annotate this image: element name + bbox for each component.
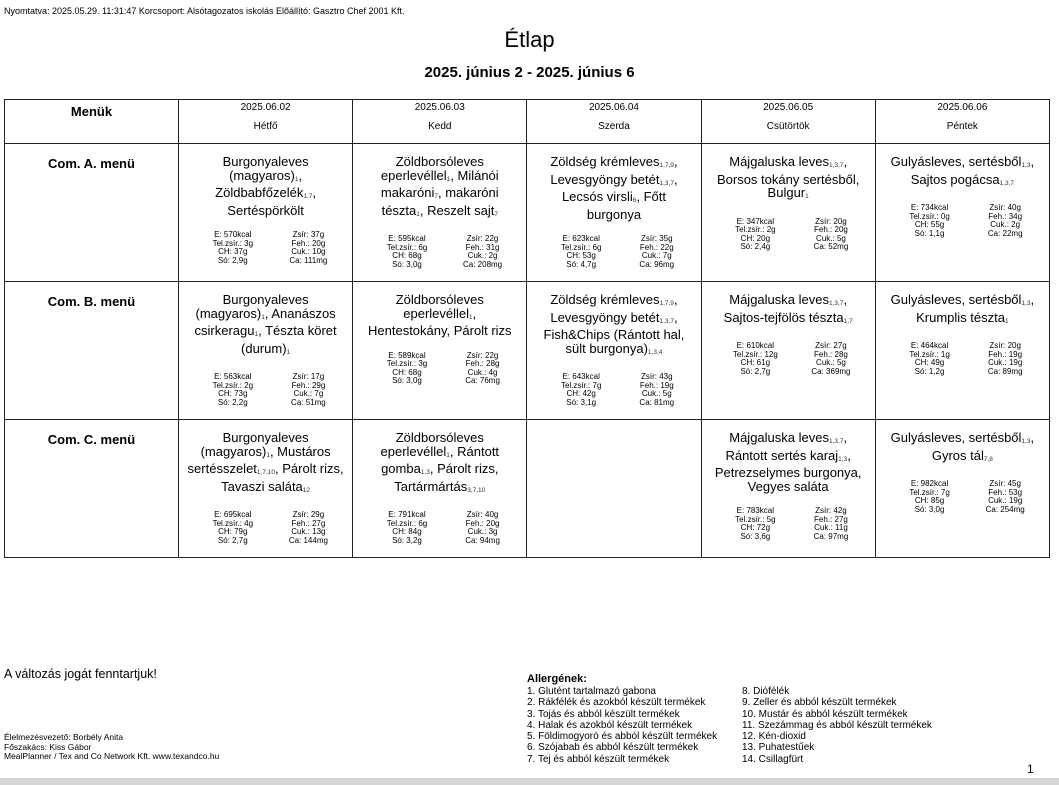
- nutrition-value: Zsír: 43g: [640, 372, 673, 381]
- nutrition-value: Feh.: 34g: [988, 211, 1023, 221]
- nutrition-value: Zsír: 29g: [292, 510, 325, 519]
- dish-name: , Rántott gomba: [381, 443, 500, 476]
- dish-name: Burgonyaleves (magyaros): [222, 154, 309, 183]
- nutrition-value: Feh.: 27g: [814, 514, 848, 524]
- day-header: [875, 100, 1049, 144]
- menu-cell: [179, 420, 353, 558]
- nutrition-value: CH: 49g: [914, 358, 945, 367]
- nutrition-value: E: 563kcal: [214, 372, 252, 381]
- nutrition-value: Ca: 52mg: [813, 242, 849, 251]
- nutrition-value: Cuk.: 13g: [291, 527, 326, 536]
- allergen-codes: 1,3,7: [659, 179, 674, 187]
- staff-line: MealPlanner / Tex and Co Network Kft. www.texandco.hu: [4, 751, 220, 761]
- dish-name: Gulyásleves, sertésből: [890, 292, 1022, 307]
- nutrition-value: Só: 3,0g: [914, 504, 945, 514]
- nutrition-value: E: 623kcal: [562, 234, 600, 243]
- menu-label: Com. B. menü: [5, 282, 179, 420]
- nutrition-value: Só: 3,2g: [392, 535, 422, 545]
- dish-name: , Hentestokány, Párolt rizs: [368, 305, 512, 338]
- nutrition-value: Feh.: 53g: [988, 487, 1023, 497]
- nutrition-value: Zsír: 20g: [989, 341, 1021, 350]
- nutrition-info: [876, 204, 1049, 238]
- nutrition-value: CH: 53g: [566, 251, 596, 260]
- nutrition-value: Só: 1,2g: [914, 366, 945, 376]
- nutrition-value: Feh.: 20g: [291, 238, 326, 248]
- dish-name: , Sajtos pogácsa: [910, 154, 1035, 187]
- allergen-title: Allergének:: [527, 673, 587, 685]
- nutrition-value: Só: 3,6g: [740, 531, 771, 541]
- nutrition-value: Cuk.: 19g: [988, 496, 1023, 505]
- allergen-codes: 1: [254, 331, 259, 338]
- dish-text: [702, 420, 875, 493]
- allergen-codes: 7: [434, 193, 438, 200]
- nutrition-value: E: 589kcal: [388, 350, 426, 360]
- nutrition-value: E: 570kcal: [214, 230, 252, 239]
- dish-text: [702, 144, 875, 204]
- nutrition-value: Cuk.: 2g: [467, 251, 498, 260]
- dish-text: [179, 282, 352, 359]
- menus-header: Menük: [5, 100, 179, 144]
- page-title: Étlap: [504, 27, 555, 52]
- day-date: 2025.06.04: [588, 102, 639, 113]
- day-header: [353, 100, 527, 144]
- nutrition-value: Ca: 76mg: [465, 376, 500, 385]
- nutrition-value: CH: 68g: [392, 367, 422, 377]
- nutrition-value: CH: 72g: [740, 523, 771, 532]
- nutrition-info: [702, 342, 875, 376]
- nutrition-value: Tel.zsír.: 7g: [560, 380, 602, 390]
- allergen-codes: 1: [446, 451, 450, 459]
- allergen-codes: 1,3,7: [828, 162, 844, 169]
- menu-cell: [179, 144, 353, 282]
- nutrition-value: Zsír: 40g: [466, 510, 499, 519]
- allergen-list-right: [742, 686, 932, 765]
- dish-text: [179, 144, 352, 217]
- allergen-item: 10. Mustár és abból készült termékek: [742, 708, 908, 720]
- nutrition-value: Ca: 51mg: [291, 397, 326, 407]
- day-name: Péntek: [946, 121, 978, 132]
- dish-name: , Borsos tokány sertésből, Bulgur: [716, 154, 860, 200]
- nutrition-value: Cuk.: 7g: [641, 251, 672, 260]
- allergen-codes: 1: [261, 313, 265, 321]
- allergen-codes: 1,3,7: [659, 317, 674, 325]
- menu-table: [4, 99, 1050, 558]
- nutrition-value: Só: 2,7g: [217, 535, 248, 545]
- nutrition-value: Ca: 208mg: [463, 259, 503, 269]
- print-info: Nyomtatva: 2025.05.29. 11:31:47 Korcsoport: Alsótagozatos iskolás Előállító: Gasztro Chef 2001 Kft.: [4, 6, 405, 16]
- allergen-codes: 1,7: [303, 193, 313, 200]
- nutrition-value: Ca: 97mg: [813, 531, 849, 541]
- nutrition-value: Feh.: 20g: [465, 518, 500, 528]
- nutrition-value: Ca: 94mg: [465, 535, 500, 545]
- nutrition-value: Só: 2,9g: [217, 255, 248, 265]
- day-name: Szerda: [598, 121, 630, 132]
- nutrition-value: Cuk.: 3g: [467, 527, 498, 536]
- nutrition-value: Zsír: 22g: [466, 350, 499, 360]
- nutrition-value: Ca: 81mg: [639, 397, 675, 407]
- nutrition-value: Feh.: 28g: [465, 359, 500, 368]
- menu-cell: [527, 420, 701, 558]
- nutrition-value: Tel.zsír.: 12g: [732, 349, 778, 359]
- staff-info: [4, 733, 219, 762]
- dish-name: , Sertéspörkölt: [227, 185, 317, 218]
- nutrition-info: [527, 373, 700, 407]
- dish-name: Zöldborsóleves eperlevéllel: [395, 292, 484, 321]
- dish-name: Burgonyaleves (magyaros): [200, 430, 309, 459]
- header-row: [5, 100, 1050, 144]
- dish-name: Zöldborsóleves eperlevéllel: [380, 430, 484, 459]
- dish-name: , Fish&Chips (Rántott hal, sült burgonya): [543, 309, 685, 356]
- nutrition-value: CH: 61g: [740, 358, 771, 367]
- nutrition-value: CH: 73g: [218, 389, 248, 398]
- nutrition-value: Cuk.: 5g: [641, 389, 672, 398]
- day-date: 2025.06.06: [937, 102, 988, 113]
- dish-name: , Lecsós virsli: [561, 171, 678, 204]
- day-name: Csütörtök: [766, 121, 810, 132]
- nutrition-value: Só: 3,1g: [566, 397, 597, 407]
- allergen-item: 6. Szójabab és abból készült termékek: [527, 742, 699, 754]
- allergen-item: 3. Tojás és abból készült termékek: [527, 708, 680, 720]
- nutrition-value: Cuk.: 10g: [291, 247, 326, 256]
- nutrition-value: Ca: 254mg: [985, 504, 1025, 514]
- nutrition-info: [353, 235, 526, 269]
- staff-line: Főszakács: Kiss Gábor: [4, 741, 92, 752]
- allergen-codes: 1,7,9: [659, 300, 674, 307]
- dish-text: [353, 144, 526, 221]
- allergen-codes: 1: [286, 348, 291, 356]
- dish-name: , Párolt rizs, Tartármártás: [394, 461, 499, 494]
- allergen-codes: 1: [805, 193, 809, 200]
- dish-text: [527, 282, 700, 359]
- dish-text: [876, 144, 1049, 190]
- nutrition-value: Feh.: 19g: [988, 349, 1023, 359]
- dish-name: , Főtt burgonya: [586, 189, 666, 222]
- nutrition-value: Zsír: 35g: [640, 234, 673, 243]
- allergen-codes: 1,3: [1021, 438, 1031, 445]
- menu-label: Com. A. menü: [5, 144, 179, 282]
- allergen-item: 4. Halak és azokból készült termékek: [527, 719, 693, 731]
- dish-text: [702, 282, 875, 328]
- nutrition-value: Só: 3,0g: [392, 376, 422, 385]
- allergen-item: 5. Földimogyoró és abból készült termékek: [527, 731, 718, 743]
- nutrition-value: CH: 42g: [566, 389, 596, 398]
- allergen-codes: 7: [494, 210, 498, 218]
- day-date: 2025.06.03: [414, 102, 465, 113]
- day-header: [527, 100, 701, 144]
- allergen-item: 7. Tej és abból készült termékek: [527, 753, 670, 765]
- nutrition-value: Só: 3,0g: [392, 259, 422, 269]
- nutrition-value: Feh.: 31g: [465, 242, 500, 252]
- nutrition-info: [179, 373, 352, 407]
- nutrition-value: Zsír: 20g: [815, 216, 847, 226]
- nutrition-value: Feh.: 29g: [291, 380, 326, 390]
- menu-cell: [701, 282, 875, 420]
- allergen-codes: 12: [302, 486, 311, 494]
- nutrition-info: [527, 235, 700, 269]
- nutrition-value: Zsír: 22g: [466, 234, 499, 243]
- dish-name: , Sajtos-tejfölös tészta: [723, 292, 848, 325]
- allergen-codes: 1,3,4: [647, 348, 663, 356]
- nutrition-value: Feh.: 22g: [639, 242, 674, 252]
- dish-name: Gulyásleves, sertésből: [890, 430, 1022, 445]
- staff-line: Élelmezésvezető: Borbély Anita: [4, 732, 124, 742]
- dish-name: , Ananászos csirkeragu: [194, 305, 336, 338]
- menu-label: Com. C. menü: [5, 420, 179, 558]
- menu-cell: [875, 282, 1049, 420]
- nutrition-value: Tel.zsír.: 4g: [212, 518, 254, 528]
- allergen-codes: 1: [1005, 317, 1009, 325]
- nutrition-value: Tel.zsír.: 5g: [735, 514, 776, 524]
- nutrition-value: Cuk.: 19g: [988, 358, 1023, 367]
- allergen-codes: 1,3: [420, 469, 430, 476]
- nutrition-value: Cuk.: 11g: [814, 523, 848, 532]
- dish-text: [527, 144, 700, 221]
- menu-row: [5, 144, 1050, 282]
- allergen-codes: 1,3: [1021, 162, 1031, 169]
- nutrition-value: Zsír: 17g: [292, 372, 325, 381]
- allergen-codes: 1,3,7: [828, 438, 844, 445]
- menu-cell: [527, 282, 701, 420]
- nutrition-info: [179, 511, 352, 545]
- allergen-item: 8. Diófélék: [742, 686, 790, 697]
- date-range: 2025. június 2 - 2025. június 6: [424, 64, 635, 81]
- nutrition-value: Cuk.: 5g: [816, 233, 846, 243]
- allergen-codes: 1: [294, 175, 299, 183]
- dish-text: [353, 420, 526, 497]
- nutrition-value: Tel.zsír.: 3g: [212, 238, 254, 248]
- allergen-codes: 6: [632, 197, 637, 204]
- menu-cell: [875, 420, 1049, 558]
- nutrition-value: Só: 2,2g: [217, 397, 248, 407]
- menu-cell: [179, 282, 353, 420]
- dish-name: Burgonyaleves (magyaros): [195, 292, 309, 321]
- nutrition-value: Tel.zsír.: 6g: [560, 242, 602, 252]
- menu-cell: [701, 144, 875, 282]
- bottom-scroll-area: [0, 778, 1059, 785]
- nutrition-info: [179, 231, 352, 265]
- day-name: Hétfő: [253, 121, 278, 132]
- day-name: Kedd: [428, 121, 452, 132]
- dish-name: Májgaluska leves: [729, 154, 829, 169]
- nutrition-value: CH: 84g: [392, 527, 422, 536]
- nutrition-value: E: 783kcal: [736, 506, 775, 515]
- nutrition-value: Tel.zsír.: 7g: [909, 487, 950, 497]
- menu-row: [5, 282, 1050, 420]
- nutrition-value: Cuk.: 7g: [293, 389, 324, 398]
- nutrition-info: [876, 480, 1049, 514]
- nutrition-value: CH: 85g: [914, 496, 945, 505]
- dish-name: , Gyros tál: [931, 430, 1035, 463]
- nutrition-value: E: 464kcal: [910, 341, 949, 350]
- nutrition-value: Cuk.: 5g: [816, 358, 846, 367]
- dish-name: Zöldség krémleves: [550, 292, 660, 307]
- dish-name: , Levesgyöngy betét: [550, 154, 678, 187]
- allergen-codes: 1,3: [1021, 300, 1031, 307]
- nutrition-value: CH: 37g: [218, 247, 248, 256]
- dish-text: [876, 420, 1049, 466]
- day-header: [179, 100, 353, 144]
- dish-text: [353, 282, 526, 338]
- allergen-list-left: [527, 686, 717, 765]
- nutrition-value: Feh.: 20g: [814, 225, 848, 234]
- page-number: 1: [1027, 762, 1034, 776]
- dish-name: Gulyásleves, sertésből: [890, 154, 1022, 169]
- nutrition-value: Feh.: 19g: [639, 380, 674, 390]
- nutrition-value: Só: 2,7g: [740, 366, 771, 376]
- nutrition-info: [702, 507, 875, 541]
- dish-name: , makaróni tészta: [381, 185, 499, 218]
- allergen-codes: 1: [469, 313, 473, 321]
- nutrition-value: E: 695kcal: [214, 510, 252, 519]
- nutrition-value: E: 643kcal: [562, 372, 600, 381]
- nutrition-value: Tel.zsír.: 6g: [386, 518, 428, 528]
- nutrition-value: Tel.zsír.: 2g: [212, 380, 254, 390]
- dish-name: Májgaluska leves: [729, 292, 829, 307]
- nutrition-value: Zsír: 45g: [989, 479, 1021, 488]
- nutrition-value: Tel.zsír.: 6g: [386, 242, 428, 252]
- nutrition-info: [876, 342, 1049, 376]
- allergen-item: 9. Zeller és abból készült termékek: [742, 697, 897, 709]
- day-date: 2025.06.02: [240, 102, 291, 113]
- allergen-codes: 1: [266, 451, 270, 459]
- nutrition-value: Tel.zsír.: 0g: [909, 211, 950, 221]
- nutrition-value: Ca: 369mg: [811, 366, 851, 376]
- allergen-codes: 7,8: [983, 455, 993, 463]
- nutrition-value: Zsír: 27g: [815, 341, 847, 350]
- dish-name: Zöldborsóleves eperlevéllel: [380, 154, 484, 183]
- nutrition-value: E: 791kcal: [388, 510, 426, 519]
- allergen-codes: 1,3,7: [828, 300, 844, 307]
- allergen-item: 11. Szezámmag és abból készült termékek: [742, 719, 932, 731]
- nutrition-value: Ca: 89mg: [987, 366, 1023, 376]
- nutrition-info: [353, 352, 526, 386]
- nutrition-value: Zsír: 37g: [292, 230, 325, 239]
- nutrition-info: [353, 511, 526, 545]
- nutrition-value: E: 734kcal: [910, 203, 949, 212]
- nutrition-value: CH: 55g: [914, 220, 945, 229]
- dish-text: [179, 420, 352, 497]
- menu-cell: [875, 144, 1049, 282]
- allergen-codes: 1: [446, 175, 451, 183]
- nutrition-value: CH: 68g: [392, 251, 422, 260]
- allergen-item: 2. Rákfélék és azokból készült termékek: [527, 697, 706, 709]
- nutrition-value: Tel.zsír.: 1g: [909, 349, 950, 359]
- allergen-codes: 1,7,9: [659, 162, 674, 169]
- day-header: [701, 100, 875, 144]
- dish-name: , Zöldbabfőzelék: [215, 167, 304, 200]
- nutrition-value: E: 595kcal: [388, 234, 426, 243]
- dish-text: [876, 282, 1049, 328]
- nutrition-value: Cuk.: 2g: [990, 220, 1021, 229]
- allergen-item: 1. Glutént tartalmazó gabona: [527, 686, 656, 697]
- menu-cell: [353, 144, 527, 282]
- allergen-codes: 1,7: [843, 317, 853, 325]
- nutrition-value: Só: 1,1g: [914, 228, 945, 238]
- dish-name: , Petrezselymes burgonya, Vegyes saláta: [714, 447, 862, 494]
- menu-cell: [527, 144, 701, 282]
- day-date: 2025.06.05: [763, 102, 814, 113]
- dish-name: , Levesgyöngy betét: [550, 292, 678, 325]
- nutrition-value: CH: 20g: [740, 233, 771, 243]
- menu-row: [5, 420, 1050, 558]
- nutrition-value: CH: 79g: [218, 527, 248, 536]
- nutrition-info: [702, 218, 875, 252]
- nutrition-value: Ca: 22mg: [987, 228, 1023, 238]
- nutrition-value: Zsír: 42g: [815, 506, 847, 515]
- nutrition-value: Só: 2,4g: [740, 242, 771, 251]
- dish-name: , Milánói makaróni: [380, 167, 499, 200]
- nutrition-value: Zsír: 40g: [989, 203, 1021, 212]
- allergen-codes: 1,3,7: [999, 179, 1015, 187]
- nutrition-value: Tel.zsír.: 2g: [735, 225, 776, 234]
- dish-name: Májgaluska leves: [729, 430, 829, 445]
- nutrition-value: E: 347kcal: [736, 216, 775, 226]
- dish-name: Zöldség krémleves: [550, 154, 660, 169]
- dish-name: , Krumplis tészta: [916, 292, 1035, 325]
- nutrition-value: Feh.: 27g: [291, 518, 326, 528]
- dish-name: , Reszelt sajt: [419, 202, 495, 218]
- allergen-codes: 1,7,10: [256, 469, 275, 476]
- dish-name: , Párolt rizs, Tavaszi saláta: [221, 461, 344, 494]
- dish-name: , Mustáros sertésszelet: [187, 443, 331, 476]
- nutrition-value: E: 982kcal: [910, 479, 949, 488]
- nutrition-value: Só: 4,7g: [566, 259, 597, 269]
- allergen-item: 13. Puhatestűek: [742, 742, 815, 754]
- allergen-codes: 3,7,10: [467, 486, 486, 494]
- menu-cell: [353, 282, 527, 420]
- nutrition-value: Tel.zsír.: 3g: [386, 359, 428, 368]
- nutrition-value: Ca: 111mg: [289, 255, 328, 265]
- dish-name: , Tészta köret (durum): [241, 323, 337, 356]
- disclaimer: A változás jogát fenntartjuk!: [4, 667, 157, 681]
- allergen-item: 14. Csillagfürt: [742, 753, 804, 765]
- nutrition-value: Ca: 96mg: [639, 259, 675, 269]
- dish-name: , Rántott sertés karaj: [725, 430, 848, 463]
- allergen-codes: 1,3: [838, 455, 848, 463]
- menu-cell: [701, 420, 875, 558]
- nutrition-value: Feh.: 28g: [814, 349, 848, 359]
- allergen-codes: 1: [416, 210, 420, 218]
- nutrition-value: E: 610kcal: [736, 341, 775, 350]
- allergen-item: 12. Kén-dioxid: [742, 731, 806, 743]
- menu-cell: [353, 420, 527, 558]
- nutrition-value: Ca: 144mg: [288, 535, 328, 545]
- nutrition-value: Cuk.: 4g: [467, 367, 498, 377]
